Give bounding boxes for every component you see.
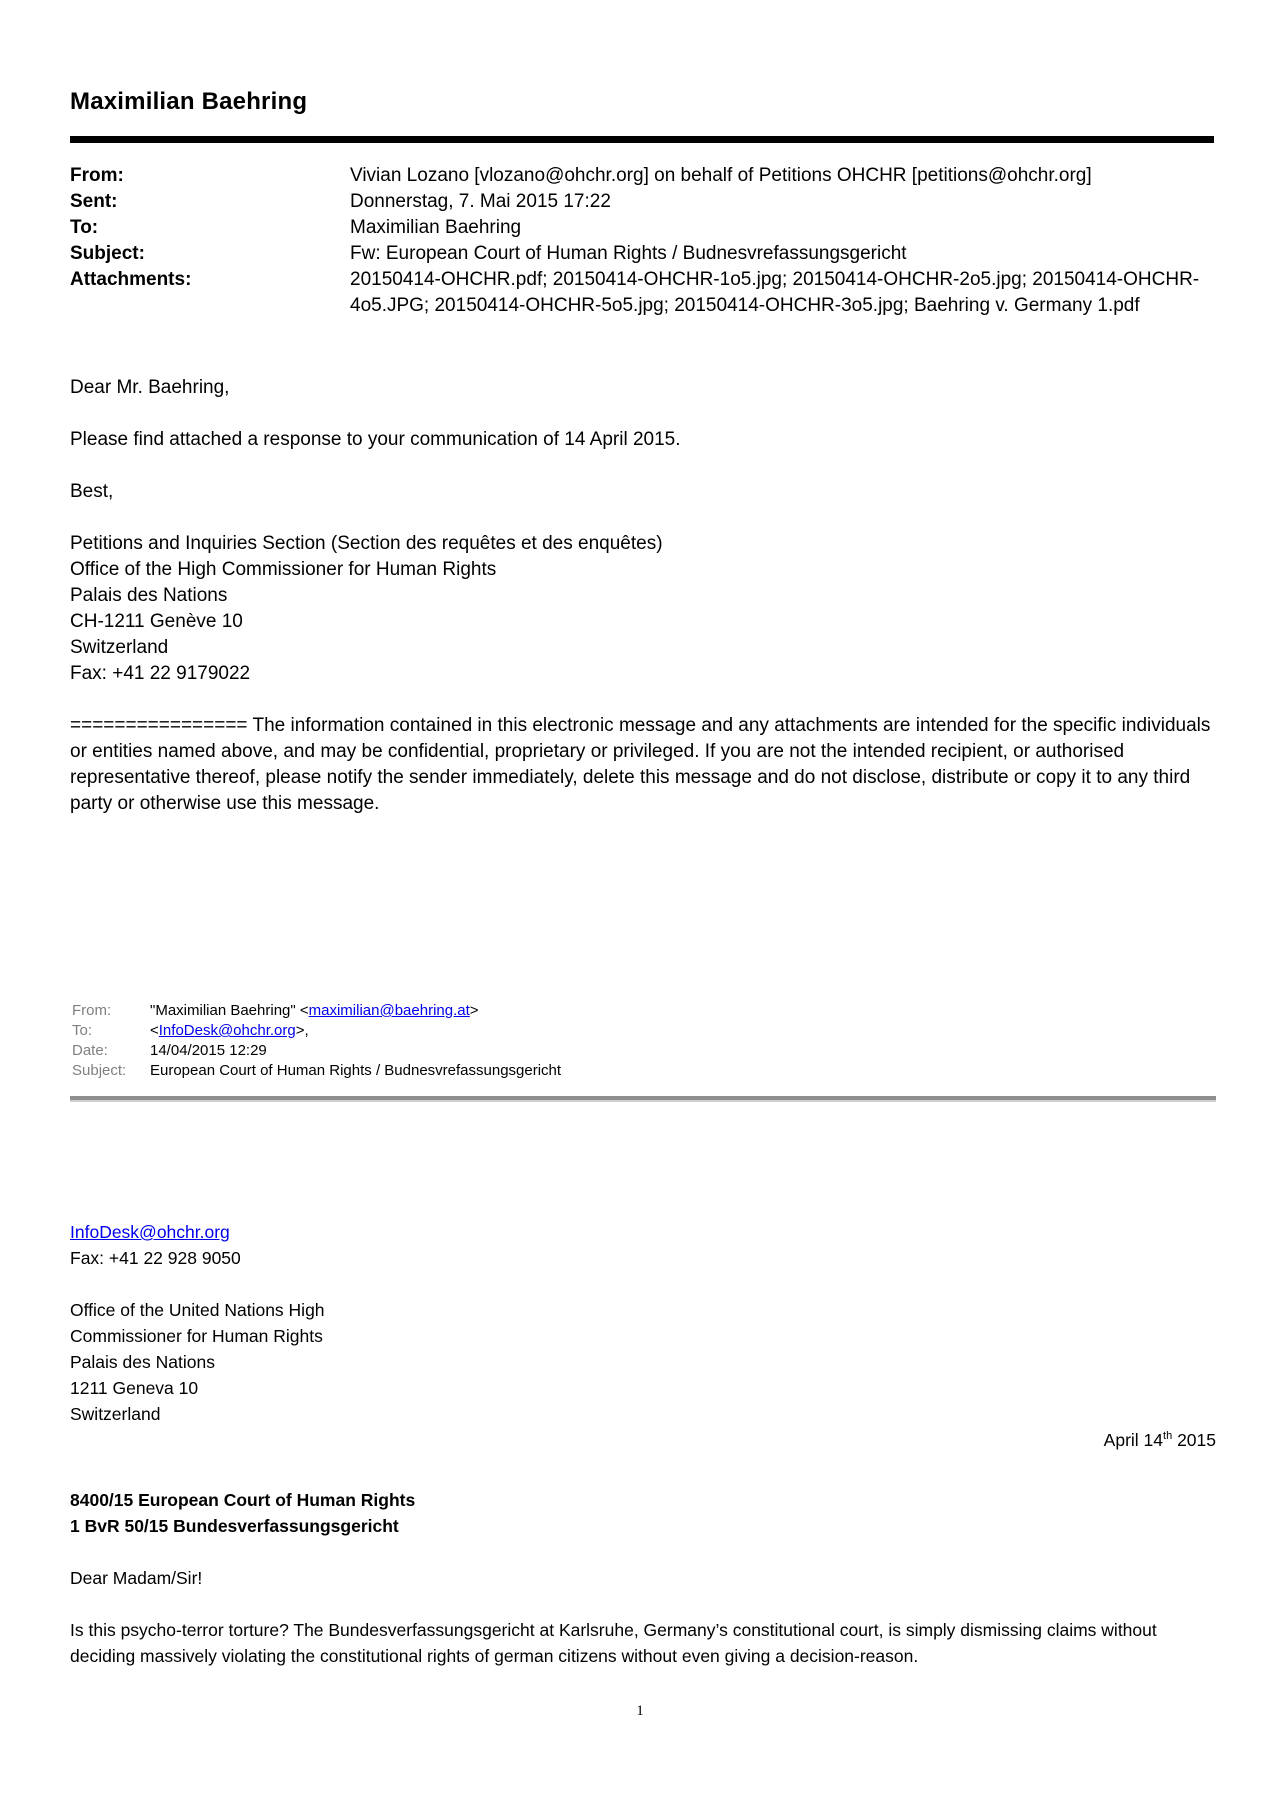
header-row-from: [70, 163, 1216, 189]
quoted-subject-value: European Court of Human Rights / Budnesvrefassungsgericht: [150, 1062, 562, 1079]
header-row-subject: [70, 241, 1216, 267]
spacer: [70, 1479, 1216, 1487]
quoted-from-label: From:: [72, 1002, 112, 1019]
subject-value: Fw: European Court of Human Rights / Budnesvrefassungsgericht: [350, 243, 907, 264]
quoted-message-headers: [72, 1001, 1172, 1081]
signature-line-country: Switzerland: [70, 637, 169, 658]
quoted-row-from: [72, 1001, 1172, 1021]
quoted-subject-label: Subject:: [72, 1062, 127, 1079]
attachments-value: 20150414-OHCHR.pdf; 20150414-OHCHR-1o5.jpg; 20150414-OHCHR-2o5.jpg; 20150414-OHCHR-4o5.JPG; 20150414-OHCHR-5o5.jpg; 20150414-OHCHR-3o5.jpg; Baehring v. Germany 1.pdf: [350, 269, 1200, 316]
quoted-row-subject: [72, 1061, 1172, 1081]
letter-address-line: Palais des Nations: [70, 1352, 215, 1372]
letter-date-day: April 14: [1103, 1430, 1164, 1450]
letter-date-ordinal: th: [1163, 1430, 1173, 1443]
from-value: Vivian Lozano [vlozano@ohchr.org] on behalf of Petitions OHCHR [petitions@ohchr.org]: [350, 165, 1092, 186]
letter-fax: Fax: +41 22 928 9050: [70, 1248, 241, 1268]
signature-line-fax: Fax: +41 22 9179022: [70, 663, 251, 684]
body-message: Please find attached a response to your communication of 14 April 2015.: [70, 429, 681, 450]
blank-line: [70, 1453, 1216, 1479]
letter-address-line: 1211 Geneva 10: [70, 1378, 199, 1398]
letter-reference-echr: 8400/15 European Court of Human Rights: [70, 1490, 416, 1510]
blank-line: [70, 1539, 1216, 1565]
quoted-from-email-link[interactable]: maximilian@baehring.at: [308, 1002, 470, 1019]
signature-line-section: Petitions and Inquiries Section (Section des requêtes et des enquêtes): [70, 533, 663, 554]
blank-line: [70, 687, 1218, 713]
blank-line: [70, 453, 1218, 479]
attachments-label: Attachments:: [70, 269, 192, 290]
quoted-to-post: >,: [295, 1022, 309, 1039]
quoted-date-value: 14/04/2015 12:29: [150, 1042, 267, 1059]
header-row-to: [70, 215, 1216, 241]
letter-address-line: Commissioner for Human Rights: [70, 1326, 323, 1346]
quoted-row-date: [72, 1041, 1172, 1061]
quoted-from-post: >: [469, 1002, 479, 1019]
subject-label: Subject:: [70, 243, 145, 264]
letter-email-link[interactable]: InfoDesk@ohchr.org: [70, 1222, 230, 1242]
quoted-date-label: Date:: [72, 1042, 108, 1059]
body-closing: Best,: [70, 481, 114, 502]
quoted-to-pre: <: [150, 1022, 159, 1039]
blank-line: [70, 1591, 1216, 1617]
page-number: 1: [636, 1703, 644, 1719]
header-row-attachments: [70, 267, 1216, 319]
quoted-to-email-link[interactable]: InfoDesk@ohchr.org: [158, 1022, 296, 1039]
quoted-from-pre: "Maximilian Baehring" <: [150, 1002, 309, 1019]
blank-line: [70, 401, 1218, 427]
section-divider-rule: [70, 1096, 1216, 1102]
sent-value: Donnerstag, 7. Mai 2015 17:22: [350, 191, 611, 212]
letter-reference-bvr: 1 BvR 50/15 Bundesverfassungsgericht: [70, 1516, 399, 1536]
page-title: Maximilian Baehring: [70, 88, 308, 115]
title-divider-rule: [70, 136, 1214, 143]
disclaimer-text: ================ The information contained in this electronic message and any attachments are intended for the specific individuals or entities named above, and may be confidential, proprietary or privileged. If you are not the intended recipient, or authorised representative thereof, please notify the sender immediately, delete this message and do not disclose, distribute or copy it to any third party or otherwise use this message.: [70, 715, 1211, 814]
blank-line: [70, 1271, 1216, 1297]
letter-address-line: Office of the United Nations High: [70, 1300, 325, 1320]
to-label: To:: [70, 217, 99, 238]
letter-date: [70, 1427, 1216, 1453]
quoted-row-to: [72, 1021, 1172, 1041]
signature-line-city: CH-1211 Genève 10: [70, 611, 243, 632]
email-body: [70, 375, 1218, 817]
letter-date-year: 2015: [1172, 1430, 1216, 1450]
attached-letter-section: [70, 1219, 1216, 1669]
letter-address-line: Switzerland: [70, 1404, 161, 1424]
from-label: From:: [70, 165, 124, 186]
letter-salutation: Dear Madam/Sir!: [70, 1568, 203, 1588]
letter-paragraph: Is this psycho-terror torture? The Bundesverfassungsgericht at Karlsruhe, Germany’s constitutional court, is simply dismissing claims without deciding massively violating the constitutional rights of german citizens without even giving a decision-reason.: [70, 1620, 1157, 1666]
header-row-sent: [70, 189, 1216, 215]
sent-label: Sent:: [70, 191, 118, 212]
email-header-fields: [70, 163, 1216, 319]
signature-line-office: Office of the High Commissioner for Human Rights: [70, 559, 497, 580]
to-value: Maximilian Baehring: [350, 217, 522, 238]
letter-email-row: [70, 1219, 1216, 1245]
quoted-to-label: To:: [72, 1022, 93, 1039]
signature-line-palais: Palais des Nations: [70, 585, 228, 606]
body-salutation: Dear Mr. Baehring,: [70, 377, 230, 398]
blank-line: [70, 505, 1218, 531]
